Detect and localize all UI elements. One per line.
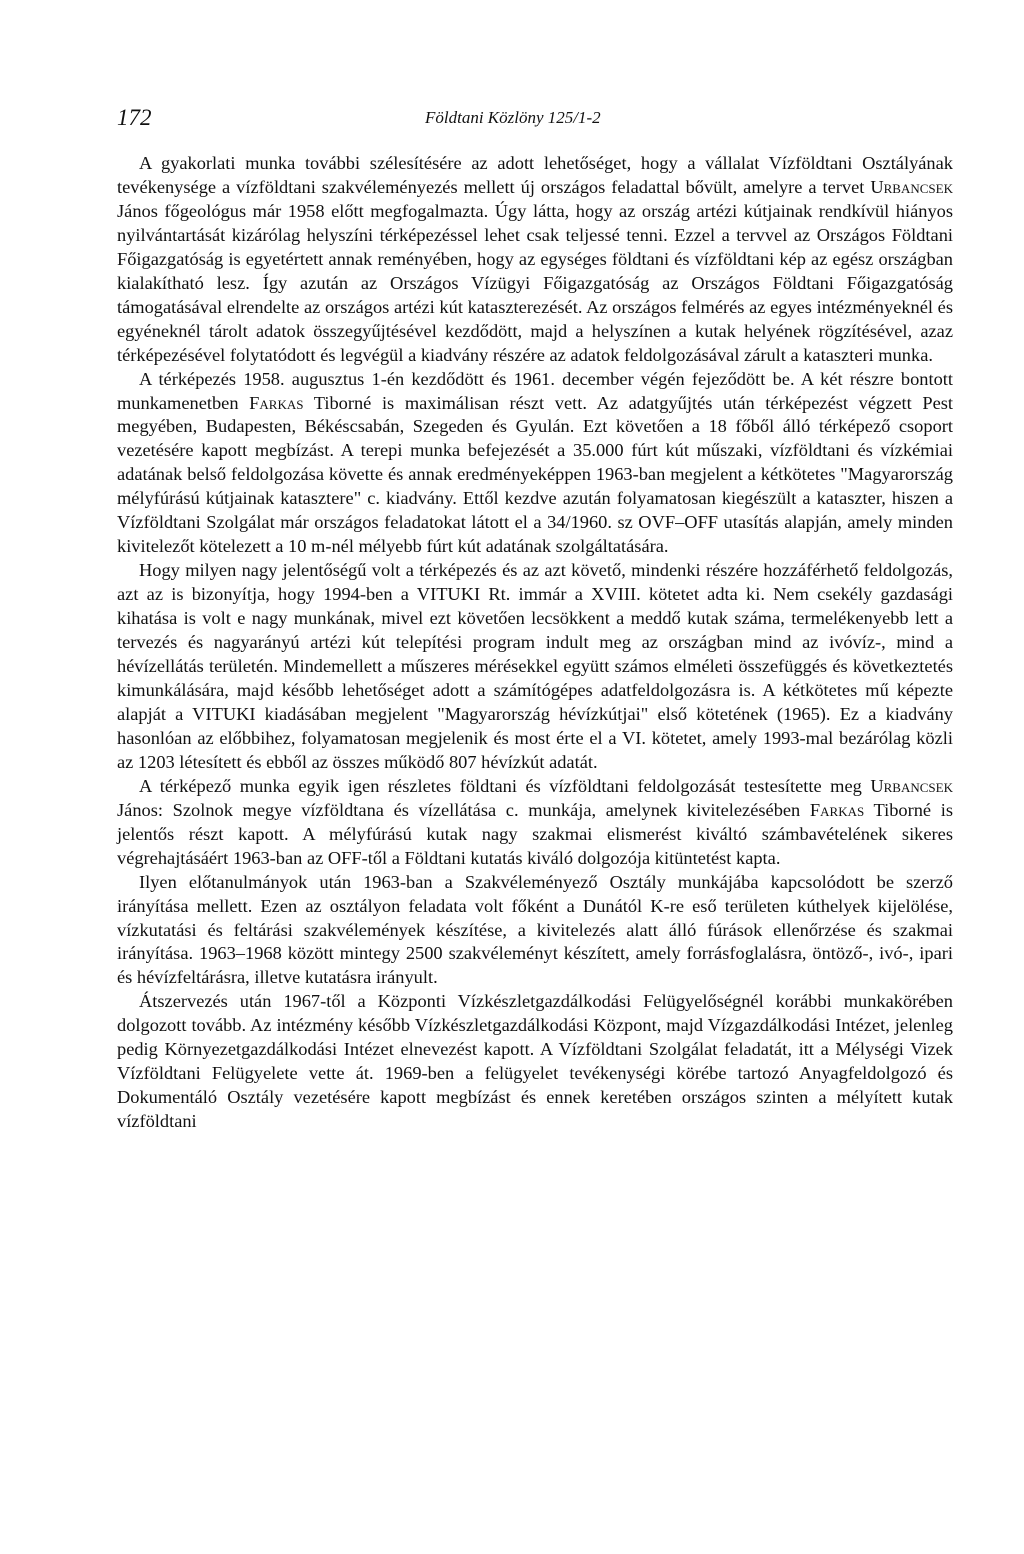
text-run: Tiborné is jelentős részt kapott. A mélyfúrású kutak nagy szakmai elismerést kiváltó számbavételének sikeres végrehajtásáért 1963-ban az OFF-től a Földtani kutatás kiváló dolgozója kitüntetést kapta.	[117, 799, 953, 868]
text-run: Átszervezés után 1967-től a Központi Vízkészletgazdálkodási Felügyelőségnél korábbi munkakörében dolgozott tovább. Az intézmény később Vízkészletgazdálkodási Központ, majd Vízgazdálkodási Intézet, jelenleg pedig Környezetgazdálkodási Intézet elnevezést kapott. A Vízföldtani Szolgálat feladatát, itt a Mélységi Vizek Vízföldtani Felügyelete vette át. 1969-ben a felügyelet tevékenységi körébe tartozó Anyagfeldolgozó és Dokumentáló Osztály vezetésére kapott megbízást és ennek keretében országos szinten a mélyített kutak vízföldtani	[117, 991, 953, 1132]
article-body	[117, 152, 953, 1134]
text-run: János: Szolnok megye vízföldtana és vízellátása c. munkája, amelynek kivitelezésében	[117, 799, 810, 820]
paragraph-1	[117, 152, 953, 368]
text-run: A térképező munka egyik igen részletes földtani és vízföldtani feldolgozását testesítette meg	[139, 775, 871, 796]
paragraph-4	[117, 775, 953, 871]
text-run: Hogy milyen nagy jelentőségű volt a térképezés és az azt követő, mindenki részére hozzáférhető feldolgozás, azt az is bizonyítja, hogy 1994-ben a VITUKI Rt. immár a XVIII. kötetet adta ki. Nem csekély gazdasági kihatása is volt e nagy munkának, mivel ezt követően lecsökkent a meddő kutak száma, termelékenyebb lett a tervezés és nagyarányú artézi kút telepítési program indult meg az országban mind az ivóvíz-, mind a hévízellátás területén. Mindemellett a műszeres mérésekkel együtt számos elméleti összefüggés és következtetés kimunkálására, majd később lehetőséget adott a számítógépes adatfeldolgozásra is. A kétkötetes mű képezte alapját a VITUKI kiadásában megjelent "Magyarország hévízkútjai" első kötetének (1965). Ez a kiadvány hasonlóan az előbbihez, folyamatosan megjelenik és most érte el a VI. kötetet, amely 1993-mal bezárólag közli az 1203 létesített és ebből az összes működő 807 hévízkút adatát.	[117, 560, 953, 772]
page-number: 172	[117, 105, 152, 130]
paragraph-2	[117, 368, 953, 560]
text-run: A térképezés 1958. augusztus 1-én kezdődött és 1961. december végén fejeződött be. A két részre bontott munkamenetben	[117, 368, 953, 413]
text-run: Tiborné is maximálisan részt vett. Az adatgyűjtés után térképezést végzett Pest megyében, Budapesten, Békéscsabán, Szegeden és Gyulán. Ezt követően a 18 főből álló térképező csoport vezetésére kapott megbízást. A terepi munka befejezését a 35.000 fúrt kút műszaki, vízföldtani és vízkémiai adatának belső feldolgozása követte és annak eredményeképpen 1963-ban megjelent a kétkötetes "Magyarország mélyfúrású kútjainak katasztere" c. kiadvány. Ettől kezdve azután folyamatosan kiegészült a kataszter, hiszen a Vízföldtani Szolgálat már országos feladatokat látott el a 34/1960. sz OVF–OFF utasítás alapján, amely minden kivitelezőt kötelezett a 10 m-nél mélyebb fúrt kút adatának szolgáltatására.	[117, 392, 954, 557]
text-run: Ilyen előtanulmányok után 1963-ban a Szakvéleményező Osztály munkájába kapcsolódott be szerző irányítása mellett. Ezen az osztályon feladata volt főként a Dunától K-re eső területen kúthelyek kijelölése, vízkutatási és feltárási szakvélemények készítése, a kivitelezés alatt álló fúrások ellenőrzése és szakmai irányítása. 1963–1968 között mintegy 2500 szakvéleményt készített, amely forrásfoglalásra, öntöző-, ivó-, ipari és hévízfeltárásra, illetve kutatásra irányult.	[117, 871, 953, 988]
text-run: A gyakorlati munka további szélesítésére az adott lehetőséget, hogy a vállalat Vízföldtani Osztályának tevékenysége a vízföldtani szakvéleményezés mellett új országos feladattal bővült, amelyre a tervet	[117, 153, 953, 197]
person-name: Urbancsek	[870, 176, 953, 197]
person-name: Urbancsek	[870, 775, 953, 796]
page-header	[117, 104, 953, 134]
text-run: János főgeológus már 1958 előtt megfogalmazta. Úgy látta, hogy az ország artézi kútjainak rendkívül hiányos nyilvántartását kizárólag helyszíni térképezéssel lehet csak teljessé tenni. Ezzel a tervvel az Országos Földtani Főigazgatóság is egyetértett annak reményében, hogy az egységes földtani és vízföldtani kép az egész országban kialakítható lesz. Így azután az Országos Vízügyi Főigazgatóság az Országos Földtani Főigazgatóság támogatásával elrendelte az országos artézi kút kataszterezését. Az országos felmérés az egyes intézményeknél és egyéneknél tárolt adatok összegyűjtésével kezdődött, majd a helyszínen a kutak helyének rögzítésével, azaz térképezésével folytatódott és legvégül a kiadvány részére az adatok feldolgozásával zárult a kataszteri munka.	[117, 200, 953, 365]
journal-title: Földtani Közlöny 125/1-2	[425, 108, 601, 127]
person-name: Farkas	[809, 799, 865, 820]
paragraph-3	[117, 559, 953, 775]
paragraph-5	[117, 871, 953, 991]
person-name: Farkas	[249, 392, 304, 413]
paragraph-6	[117, 990, 953, 1134]
